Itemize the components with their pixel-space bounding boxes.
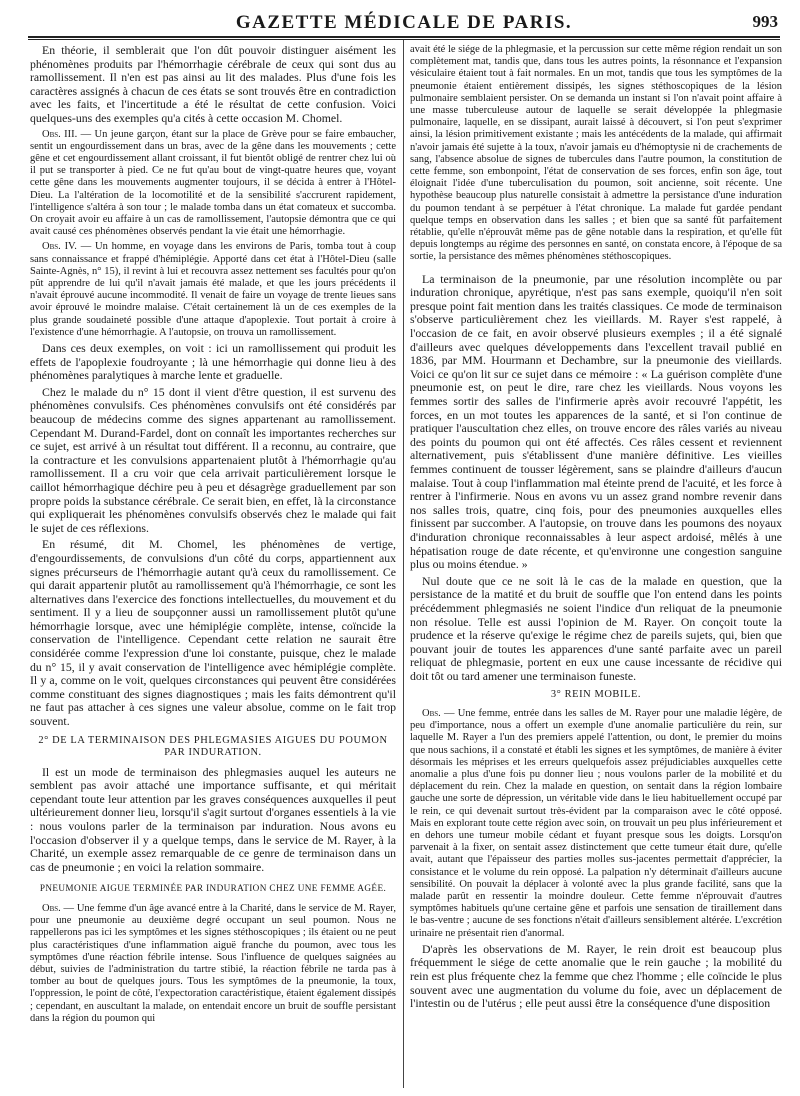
page-header [28,6,780,36]
observation-4 [30,241,396,339]
paragraph: Chez le malade du n° 15 dont il vient d'être question, il est survenu des phénomènes convulsifs. Ces phénomènes convulsifs ont été considérés par beaucoup de médecins comme des signes appartenant au ramollissement. Cependant M. Durand-Fardel, dont on connaît les importantes recherches sur ce sujet, est arrivé à un résultat tout différent. Il a reconnu, au contraire, que la contracture et les convulsions appartenaient plutôt à l'hémorrhagie qu'au ramollissement. Il a cru voir que cela arrivait particulièrement lorsque le caillot hémorrhagique déchire peu à peu et désagrège graduellement par son propre poids la substance cérébrale. Ce serait bien, en effet, là la circonstance qui expliquerait les phénomènes convulsifs observés chez le malade qui fait le sujet de ces réflexions. [30,384,396,535]
page-number: 993 [752,12,778,31]
observation [30,903,396,1025]
paragraph: Il est un mode de terminaison des phlegmasies auquel les auteurs ne semblent pas avoir attaché une importance suffisante, et qui méritait cependant toute leur attention par les graves conséquences auxquelles il peut ultérieurement donner lieu, lorsqu'il s'agit surtout d'organes essentiels à la vie : nous voulons parler de la terminaison par induration. Nous avons eu l'occasion d'observer il y a quelque temps, dans le service de M. Rayer, à la Charité, un exemple assez remarquable de ce genre de terminaison dans un cas de pneumonie ; en voici la relation sommaire. [30,764,396,874]
subsection-heading: PNEUMONIE AIGUE TERMINÉE PAR INDURATION CHEZ UNE FEMME AGÉE. [39,883,387,894]
observation-text: — Un jeune garçon, étant sur la place de Grève pour se faire embaucher, sentit un engourdissement dans un bras, avec de la gêne dans les mouvements ; cette gêne et cet engourdissement allant croissant, il fut bientôt obligé de rentrer chez lui où il put se transporter à pied. Ce ne fut qu'au bout de vingt-quatre heures que, voyant cette gêne dans les mouvements augmenter toujours, il se décida à entrer à l'Hôtel-Dieu. La l'altération de la locomotilité et de la sensibilité s'accrurent rapidement, l'intelligence s'altéra à son tour ; le malade tomba dans un état comateux et succomba. On croyait avoir eu affaire à un cas de ramollissement, l'autopsie démontra que ce qui avait causé ces phénomènes observés pendant la vie était une hémorrhagie. [30,128,396,238]
paragraph: En théorie, il semblerait que l'on dût pouvoir distinguer aisément les phénomènes produits par l'hémorrhagie cérébrale de ceux qui sont dus au ramollissement. Il n'en est pas ainsi au lit des malades. Plus d'une fois les caractères assignés à chacun de ces états se sont trouvés être en contradiction avec les faits, et l'incertitude a été le résultat de cette confusion. Voici quelques-uns des exemples qu'a cités à cette occasion M. Chomel. [30,44,396,125]
observation-label: Obs. III. [42,128,78,140]
paragraph: Dans ces deux exemples, on voit : ici un ramollissement qui produit les effets de l'apoplexie foudroyante ; là une hémorrhagie qui donne lieu à des phénomènes paralytiques à marche lente et graduelle. [30,341,396,383]
observation-label: Obs. [422,707,441,719]
left-column [30,44,396,1090]
paragraph: En résumé, dit M. Chomel, les phénomènes de vertige, d'engourdissements, de convulsions d'un côté du corps, appartiennent aux signes précurseurs de l'hémorrhagie autant qu'à ceux du ramollissement. Ce qui darait appartenir plutôt au ramollissement qu'à l'hémorrhagie, ce sont les alternatives dans l'exercice des fonctions intellectuelles, du mouvement et du sentiment. Il y a lieu de soupçonner aussi un ramollissement plutôt qu'une hémorrhagie lorsque, avec une hémiplégie complète, intense, coïncide la conservation de l'intelligence. Cependant cette relation ne saurait être considérée comme l'expression d'une loi constante, puisque, chez le malade du n° 15, il y avait conservation de l'intelligence avec hémiplégie complète. Il y a, comme on le voit, quelques circonstances qui peuvent être considérées comme constituant des signes diagnostiques ; mais les faits démontrent qu'il ne faut pas attacher à ces signes une valeur absolue, comme on le fait trop souvent. [30,537,396,729]
observation-3 [30,129,396,239]
column-divider [403,40,404,1088]
section-heading: 2° DE LA TERMINAISON DES PHLEGMASIES AIGUES DU POUMON PAR INDURATION. [38,734,388,759]
observation-text: — Un homme, en voyage dans les environs de Paris, tomba tout à coup sans connaissance et frappé d'hémiplégie. Apporté dans cet état à l'Hôtel-Dieu (salle Sainte-Agnès, n° 15), il revint à lui et recouvra assez nettement ses facultés pour qu'on pût apprendre de lui qu'il n'avait jamais été malade, et que les jours précédents il n'avait éprouvé aucune incommodité. Il venait de faire un voyage de trente lieues sans avoir éprouvé le moindre malaise. C'était certainement là un de ces exemples de la plus grande soudaineté possible d'une attaque d'apoplexie. Tout portait à croire à l'existence d'une hémorrhagie. A l'autopsie, on trouva un ramollissement. [30,241,396,338]
section-heading: 3° REIN MOBILE. [550,689,642,701]
observation-label: Obs. [42,902,61,914]
right-column [410,44,782,1090]
header-rule [28,36,780,38]
paragraph: La terminaison de la pneumonie, par une résolution incomplète ou par induration chronique, apyrétique, n'est pas sans exemple, quoiqu'il n'en soit presque point fait mention dans les traités classiques. Ce mode de terminaison s'observe particulièrement chez les vieillards. M. Rayer s'est rappelé, à l'occasion de ce fait, en avoir observé plusieurs exemples ; il a été signalé d'ailleurs avec quelques développements dans l'excellent travail publié en 1836, par MM. Hourmann et Dechambre, sur la pneumonie des vieillards. Voici ce qu'on lit sur ce sujet dans ce mémoire : « La guérison complète d'une pneumonie est, on peut le dire, rare chez les vieillards. Nous voyons les femmes sortir des salles de l'infirmerie après avoir recouvré l'appétit, les forces, en un mot toutes les apparences de la santé, et si l'on continue de pratiquer l'auscultation chez elles, on trouve encore des râles variés au niveau des points du poumon qui ont été affectés. Ces râles cessent et reviennent alternativement, puis s'établissent d'une manière définitive. Les vieilles femmes continuent de tousser légèrement, sans se plaindre d'ailleurs d'aucun malaise. Tout à coup l'inflammation mal éteinte prend de l'acuité, et les force à rentrer à l'infirmerie. Nous en avons vu un assez grand nombre revenir dans nos salles trois, quatre, cinq fois, pour des pneumonies auxquelles elles finissent par succomber. A l'autopsie, on trouve dans les poumons des noyaux d'induration chronique reconnaissables à leur aspect ardoisé, mêlés à une hépatisation rouge de date récente, et qu'environne une congestion sanguine plus ou moins étendue. » [410,271,782,572]
paragraph: D'après les observations de M. Rayer, le rein droit est beaucoup plus fréquemment le siége de cette anomalie que le rein gauche ; la mobilité du rein est plus fréquente chez la femme que chez l'homme ; elle coïncide le plus souvent avec une augmentation du volume du foie, avec un déplacement de l'intestin ou de l'utérus ; elle peut aussi être la conséquence d'une disposition [410,941,782,1011]
observation-text: — Une femme, entrée dans les salles de M. Rayer pour une maladie légère, de peu d'importance, nous a offert un exemple d'une anomalie particulière du rein, sur laquelle M. Rayer a l'un des premiers appelé l'attention, ou dont, le premier du moins que nous sachions, il a constaté et établi les signes et les symptômes, de manière à éviter désormais les méprises et les erreurs quelquefois assez préjudiciables auxquelles cette anomalie a plus d'une fois pu donner lieu ; nous voulons parler de la mobilité et du déplacement du rein. Chez la malade en question, on sentait dans la région lombaire gauche une sorte de dépression, un véritable vide dans le lieu habituellement occupé par le rein, ce qui devenait surtout très-évident par la comparaison avec le côté opposé. Mais en explorant toute cette région avec soin, on trouvait un peu plus inférieurement et en dehors une tumeur mobile cédant et fuyant presque sous les doigts. Lorsqu'on parvenait à la fixer, on sentait assez distinctement que cette tumeur était dure, qu'elle avait, autant que l'épaisseur des parties molles sus-jacentes permettait d'apprécier, la consistance et le volume du rein opposé. La palpation n'y déterminait d'ailleurs aucune sensibilité. On pouvait la déplacer à volonté avec la plus grande facilité, sans que la malade parût en ressentir la moindre douleur. Cette femme n'éprouvait d'autres symptômes habituels qu'une certaine gêne et parfois une sensation de tiraillement dans le bas-ventre ; aucune de ses fonctions n'était d'ailleurs sensiblement altérée. L'excrétion urinaire ne présentait rien d'anormal. [410,707,782,939]
paragraph: Nul doute que ce ne soit là le cas de la malade en question, que la persistance de la matité et du bruit de souffle que l'on entend dans les points précédemment phlegmasiés ne soient l'indice d'un reliquat de la pneumonie non résolue. Telle est aussi l'opinion de M. Rayer. On conçoit toute la prudence et la réserve qu'exige le régime chez de pareils sujets, qui, bien que pouvant jouir de toutes les apparences d'une santé parfaite avec un pareil reliquat de phlegmasie, portent en eux une cause incessante de récidive qui doit tôt ou tard amener une terminaison funeste. [410,573,782,683]
observation-text: — Une femme d'un âge avancé entre à la Charité, dans le service de M. Rayer, pour une pneumonie au deuxième degré occupant un seul poumon. Nous ne rappellerons pas ici les symptômes et les signes stéthoscopiques ; ils étaient ou ne peut plus caractéristiques d'une inflammation aiguë franche du poumon, avec tous les symptômes d'une réaction fébrile intense. Sous l'influence de quelques saignées au début, suivies de l'administration du tartre stibié, la réaction fébrile ne tarda pas à tomber au bout de quelques jours. Tous les symptômes de la pneumonie, la toux, l'oppression, le point de côté, l'expectoration caractéristique, étaient également dissipés ; cependant, en auscultant la malade, on entendait encore un bruit de souffle persistant dans la région du poumon qui [30,902,396,1024]
observation [410,708,782,940]
paragraph-continued: avait été le siége de la phlegmasie, et la percussion sur cette même région rendait un son complètement mat, tandis que, dans tous les autres points, la résonnance et l'expansion vésiculaire étaient tout à fait normales. En un mot, tandis que tous les symptômes de la pneumonie étaient entièrement dissipés, les signes stéthoscopiques de la lésion pulmonaire semblaient persister. On se demanda un instant si l'on n'avait point affaire à une masse tuberculeuse autour de laquelle se serait développée la phlegmasie pulmonaire, laquelle, en se dissipant, aurait laissé à découvert, si l'on peut s'exprimer ainsi, la lésion primitivement existante ; mais les antécédents de la malade, qui affirmait n'avoir jamais été sujette à la toux, n'avoir jamais eu d'hémoptysie ni de crachements de sang, l'absence absolue de signes de tubercules dans l'autre poumon, la constitution de cette femme, son embonpoint, l'état de conservation de ses forces, enfin son âge, tout éloignait l'idée d'une tuberculisation du poumon, soit ancienne, soit récente. Une hypothèse beaucoup plus naturelle consistait à admettre la persistance d'une induration du poumon tendant à se perpétuer à l'état chronique. La malade fut gardée pendant quelque temps en observation dans les salles ; et bien que sa santé fût parfaitement rétablie, qu'elle n'éprouvât même pas de gêne notable dans la respiration, et qu'elle fût depuis longtemps au régime des personnes en santé, on constata encore, à l'époque de sa sortie, la persistance des mêmes phénomènes stéthoscopiques. [410,44,782,263]
observation-label: Obs. IV. [42,241,77,253]
journal-title: GAZETTE MÉDICALE DE PARIS. [235,12,573,33]
header-rule-thin [28,39,780,40]
